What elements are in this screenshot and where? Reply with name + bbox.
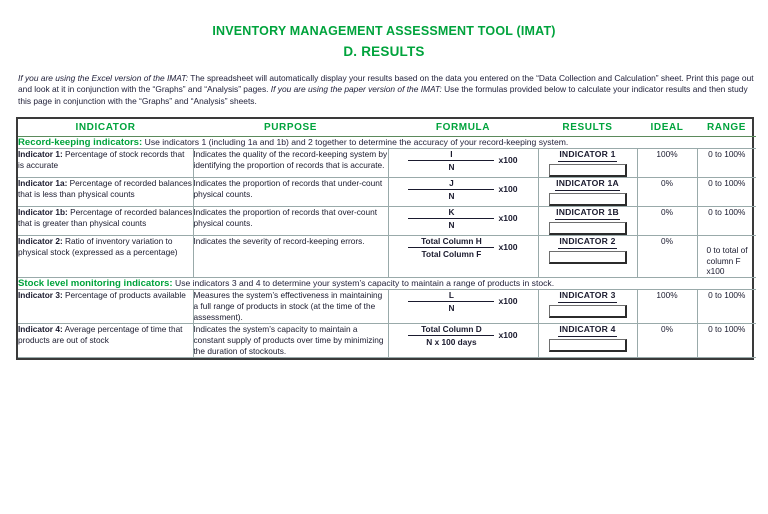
intro-lead-paper: If you are using the paper version of the IMAT: — [270, 84, 442, 95]
intro-paragraph — [18, 73, 754, 107]
result-value-input[interactable] — [549, 193, 627, 206]
ideal-cell: 0% — [637, 207, 697, 236]
indicator-cell — [18, 178, 193, 207]
formula-multiplier: x100 — [498, 242, 518, 253]
indicator-name: Indicator 1a: — [18, 178, 68, 189]
section-header-cell — [18, 277, 756, 289]
result-value-input[interactable] — [549, 339, 627, 352]
section-header-cell — [18, 137, 756, 149]
formula-multiplier: x100 — [498, 295, 518, 306]
formula-cell — [388, 178, 538, 207]
results-cell — [538, 289, 637, 323]
table-row — [18, 178, 756, 207]
section-label: Record-keeping indicators: — [18, 137, 143, 149]
table-header-row — [18, 119, 756, 137]
indicator-cell — [18, 289, 193, 323]
indicator-name: Indicator 2: — [18, 236, 63, 247]
indicator-description: Percentage of recorded balances that is greater than physical counts — [18, 207, 193, 229]
formula-numerator: L — [448, 289, 454, 300]
results-table-container — [16, 117, 754, 360]
result-value-input[interactable] — [549, 164, 627, 177]
range-cell: 0 to 100% — [697, 207, 756, 236]
fraction — [408, 324, 494, 347]
intro-body-1: The spreadsheet will automatically display your results based on the data you entered on the “Data Collection and Calculation” sheet. Print this page out and look at it in conjunction with the “Graphs” and “Analysis” pages. — [18, 73, 754, 95]
section-header-row — [18, 277, 756, 289]
result-label: INDICATOR 3 — [558, 290, 616, 303]
results-cell — [538, 149, 637, 178]
indicator-description: Percentage of stock records that is accurate — [18, 149, 185, 171]
purpose-cell: Measures the system’s effectiveness in maintaining a full range of products in stock (at the time of the assessment). — [193, 289, 388, 323]
indicator-name: Indicator 1b: — [18, 207, 68, 218]
formula-denominator: N — [448, 220, 455, 231]
column-header-purpose: PURPOSE — [193, 119, 388, 137]
formula-cell — [388, 207, 538, 236]
ideal-cell: 100% — [637, 149, 697, 178]
result-label: INDICATOR 4 — [558, 324, 616, 337]
page-subtitle: D. RESULTS — [343, 44, 425, 59]
formula-cell — [388, 289, 538, 323]
page-title: INVENTORY MANAGEMENT ASSESSMENT TOOL (IMAT) — [212, 24, 556, 38]
formula-numerator: K — [448, 207, 455, 218]
formula-multiplier: x100 — [498, 329, 518, 340]
result-label: INDICATOR 1A — [555, 178, 620, 191]
purpose-cell: Indicates the severity of record-keeping errors. — [193, 236, 388, 278]
result-value-input[interactable] — [549, 305, 627, 318]
table-row — [18, 207, 756, 236]
column-header-results: RESULTS — [538, 119, 637, 137]
indicator-description: Percentage of recorded balances that is less than physical counts — [18, 178, 192, 200]
results-cell — [538, 178, 637, 207]
indicator-cell — [18, 236, 193, 278]
purpose-cell: Indicates the system’s capacity to maintain a constant supply of products over time by minimizing the duration of stockouts. — [193, 323, 388, 357]
formula-multiplier: x100 — [498, 155, 518, 166]
ideal-cell: 0% — [637, 323, 697, 357]
section-description: Use indicators 3 and 4 to determine your system’s capacity to maintain a range of products in stock. — [172, 277, 555, 288]
result-label: INDICATOR 1B — [555, 207, 620, 220]
formula-numerator: Total Column D — [421, 323, 482, 334]
table-row — [18, 323, 756, 357]
section-description: Use indicators 1 (including 1a and 1b) and 2 together to determine the accuracy of your record-keeping system. — [142, 137, 569, 148]
ideal-cell: 0% — [637, 178, 697, 207]
section-header-row — [18, 137, 756, 149]
indicator-name: Indicator 1: — [18, 149, 63, 160]
results-cell — [538, 323, 637, 357]
indicator-description: Percentage of products available — [62, 289, 186, 300]
result-label: INDICATOR 1 — [558, 149, 616, 162]
formula-numerator: I — [450, 149, 453, 160]
formula-denominator: N — [448, 162, 455, 173]
table-row — [18, 236, 756, 278]
column-header-indicator: INDICATOR — [18, 119, 193, 137]
purpose-cell: Indicates the proportion of records that under-count physical counts. — [193, 178, 388, 207]
fraction — [408, 290, 494, 313]
ideal-cell: 0% — [637, 236, 697, 278]
purpose-cell: Indicates the quality of the record-keeping system by identifying the proportion of records that is accurate. — [193, 149, 388, 178]
range-cell: 0 to 100% — [697, 289, 756, 323]
indicator-name: Indicator 4: — [18, 323, 63, 334]
formula-multiplier: x100 — [498, 213, 518, 224]
purpose-cell: Indicates the proportion of records that over-count physical counts. — [193, 207, 388, 236]
result-label: INDICATOR 2 — [558, 236, 616, 249]
range-cell: 0 to 100% — [697, 323, 756, 357]
fraction — [408, 149, 494, 172]
column-header-ideal: IDEAL — [637, 119, 697, 137]
formula-denominator: N — [448, 302, 455, 313]
fraction — [408, 178, 494, 201]
results-cell — [538, 236, 637, 278]
column-header-formula: FORMULA — [388, 119, 538, 137]
formula-multiplier: x100 — [498, 184, 518, 195]
table-body — [18, 137, 756, 358]
indicator-cell — [18, 149, 193, 178]
table-row — [18, 289, 756, 323]
fraction — [408, 236, 494, 259]
table-row — [18, 149, 756, 178]
indicator-name: Indicator 3: — [18, 289, 63, 300]
formula-denominator: N x 100 days — [426, 336, 477, 347]
indicator-description: Ratio of inventory variation to physical stock (expressed as a percentage) — [18, 236, 178, 258]
indicator-cell — [18, 323, 193, 357]
intro-body-2: Use the formulas provided below to calculate your indicator results and then study this page in conjunction with the “Graphs” and “Analysis” sheets. — [18, 84, 748, 106]
fraction — [408, 207, 494, 230]
range-cell: 0 to 100% — [697, 178, 756, 207]
formula-numerator: J — [449, 178, 454, 189]
indicator-cell — [18, 207, 193, 236]
range-cell: 0 to total of column F x100 — [697, 236, 756, 278]
formula-denominator: N — [448, 191, 455, 202]
page-title-block — [0, 0, 768, 62]
formula-numerator: Total Column H — [421, 236, 482, 247]
formula-denominator: Total Column F — [421, 249, 482, 260]
result-value-input[interactable] — [549, 251, 627, 264]
formula-cell — [388, 236, 538, 278]
formula-cell — [388, 323, 538, 357]
results-cell — [538, 207, 637, 236]
column-header-range: RANGE — [697, 119, 756, 137]
formula-cell — [388, 149, 538, 178]
results-table — [18, 119, 756, 358]
ideal-cell: 100% — [637, 289, 697, 323]
indicator-description: Average percentage of time that products are out of stock — [18, 323, 183, 345]
intro-lead-excel: If you are using the Excel version of the IMAT: — [18, 73, 189, 83]
range-cell: 0 to 100% — [697, 149, 756, 178]
section-label: Stock level monitoring indicators: — [18, 277, 173, 289]
result-value-input[interactable] — [549, 222, 627, 235]
